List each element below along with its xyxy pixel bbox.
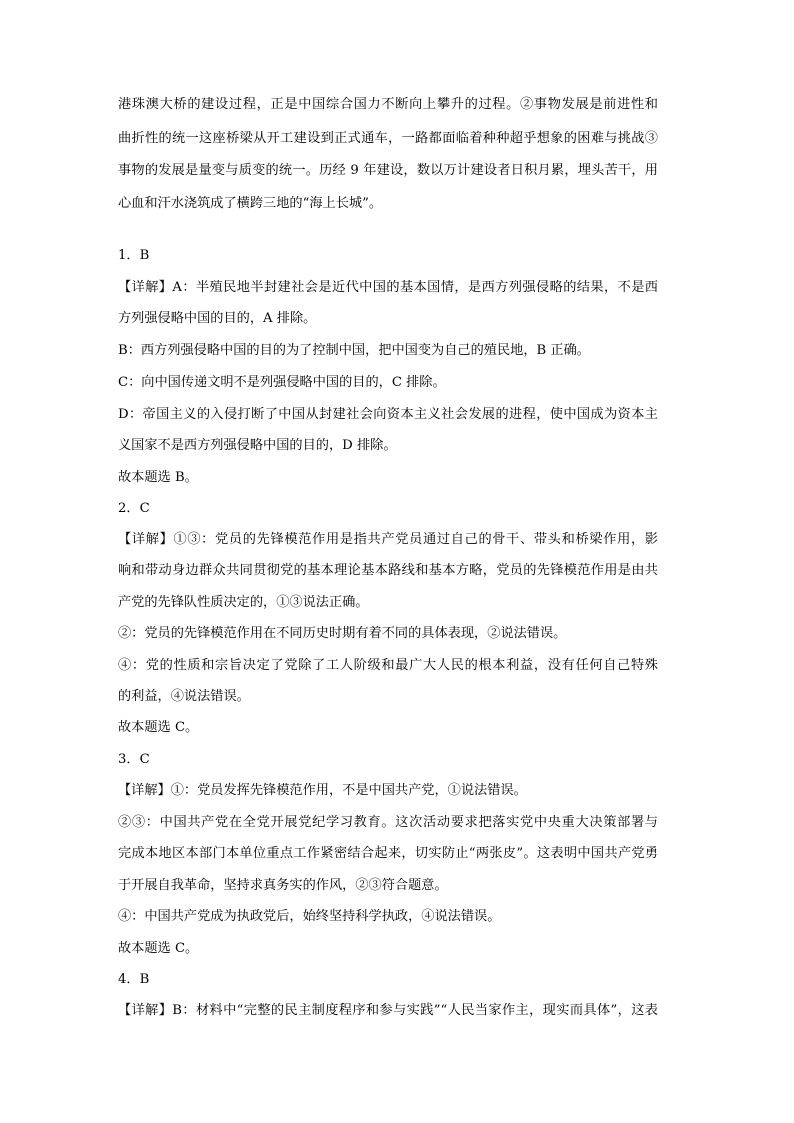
q4-line-1: 【详解】B：材料中“完整的民主制度程序和参与实践”“人民当家作主，现实而具体”，这表 — [118, 1003, 658, 1018]
q3-line-2: ②③：中国共产党在全党开展党纪学习教育。这次活动要求把落实党中央重大决策部署与 — [118, 815, 658, 830]
q4-answer: 4．B — [118, 972, 150, 987]
q3-answer: 3．C — [118, 752, 150, 767]
q2-line-1: 【详解】①③：党员的先锋模范作用是指共产党员通过自己的骨干、带头和桥梁作用，影 — [118, 532, 658, 547]
q3-line-1: 【详解】①：党员发挥先锋模范作用，不是中国共产党，①说法错误。 — [118, 783, 527, 798]
q1-line-4: C：向中国传递文明不是列强侵略中国的目的，C 排除。 — [118, 375, 446, 390]
q3-line-6: 故本题选 C。 — [118, 941, 199, 956]
q1-line-5: D：帝国主义的入侵打断了中国从封建社会向资本主义社会发展的进程，使中国成为资本主 — [118, 407, 658, 422]
intro-line-3: 事物的发展是量变与质变的统一。历经 9 年建设，数以万计建设者日积月累，埋头苦干，用 — [118, 163, 658, 178]
q2-line-3: 产党的先锋队性质决定的，①③说法正确。 — [118, 595, 369, 610]
q2-line-5: ④：党的性质和宗旨决定了党除了工人阶级和最广大人民的根本利益，没有任何自己特殊 — [118, 658, 658, 673]
q2-line-6: 的利益，④说法错误。 — [118, 689, 250, 704]
q1-line-7: 故本题选 B。 — [118, 470, 198, 485]
q1-line-1: 【详解】A：半殖民地半封建社会是近代中国的基本国情，是西方列强侵略的结果，不是西 — [118, 280, 658, 295]
q3-line-5: ④：中国共产党成为执政党后，始终坚持科学执政，④说法错误。 — [118, 909, 501, 924]
q3-line-4: 于开展自我革命，坚持求真务实的作风，②③符合题意。 — [118, 878, 448, 893]
q2-answer: 2．C — [118, 501, 150, 516]
q2-line-2: 响和带动身边群众共同贯彻党的基本理论基本路线和基本方略，党员的先锋模范作用是由共 — [118, 563, 658, 578]
q1-line-6: 义国家不是西方列强侵略中国的目的，D 排除。 — [118, 438, 397, 453]
q3-line-3: 完成本地区本部门本单位重点工作紧密结合起来，切实防止“两张皮”。这表明中国共产党勇 — [118, 846, 658, 861]
q1-answer: 1．B — [118, 248, 150, 263]
q2-line-7: 故本题选 C。 — [118, 720, 199, 735]
intro-line-1: 港珠澳大桥的建设过程，正是中国综合国力不断向上攀升的过程。②事物发展是前进性和 — [118, 97, 658, 112]
intro-line-2: 曲折性的统一这座桥梁从开工建设到正式通车，一路都面临着种种超乎想象的困难与挑战③ — [118, 131, 658, 146]
q2-line-4: ②：党员的先锋模范作用在不同历史时期有着不同的具体表现，②说法错误。 — [118, 626, 567, 641]
q1-line-3: B：西方列强侵略中国的目的为了控制中国，把中国变为自己的殖民地，B 正确。 — [118, 343, 590, 358]
q1-line-2: 方列强侵略中国的目的，A 排除。 — [118, 311, 317, 326]
intro-line-4: 心血和汗水浇筑成了横跨三地的“海上长城”。 — [118, 196, 383, 211]
